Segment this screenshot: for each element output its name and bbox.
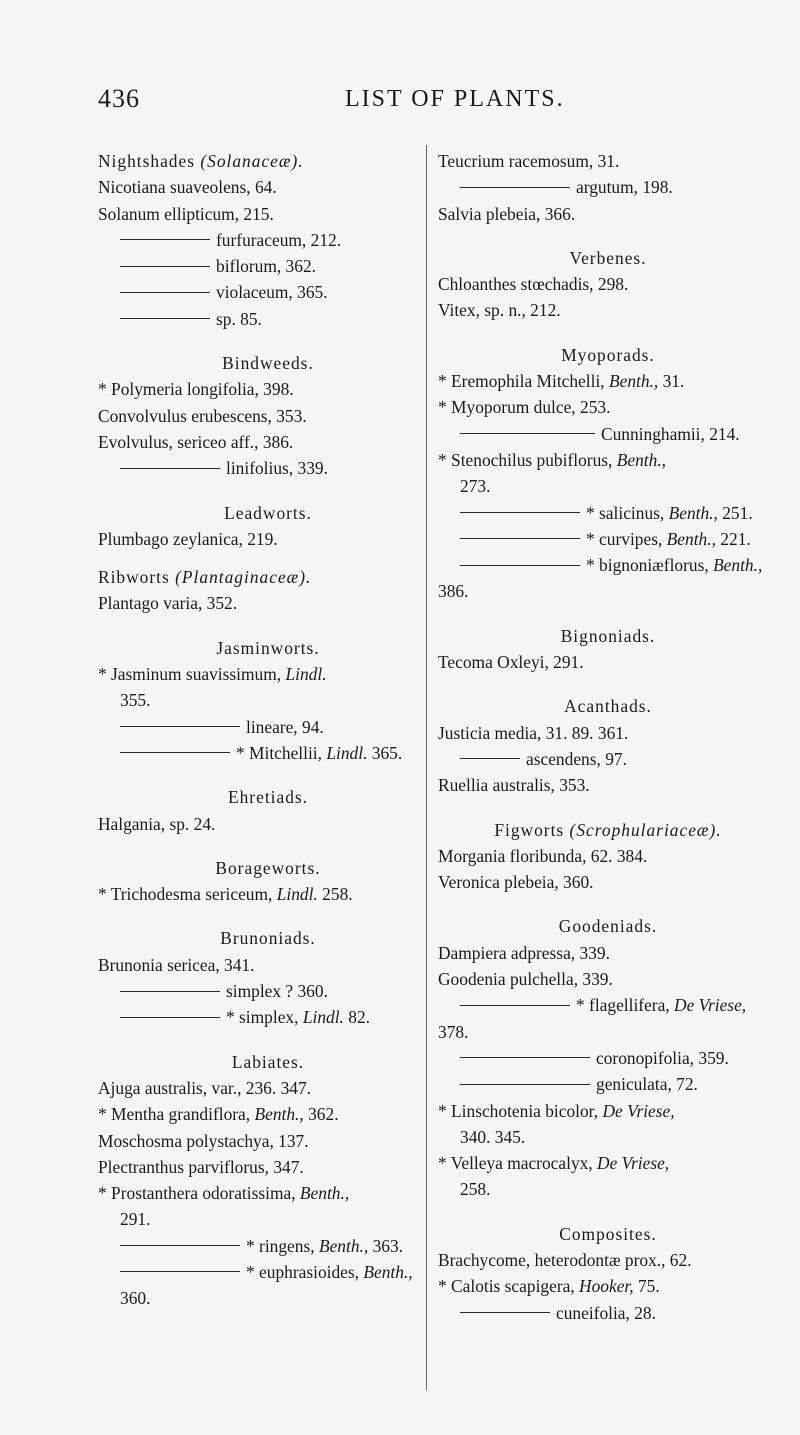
entry: furfuraceum, 212. bbox=[98, 227, 438, 253]
ditto-dash bbox=[120, 292, 210, 293]
ditto-dash bbox=[460, 512, 580, 513]
entry: simplex ? 360. bbox=[98, 978, 438, 1004]
section-heading-jasminworts: Jasminworts. bbox=[216, 637, 320, 658]
entry: * simplex, Lindl. 82. bbox=[98, 1004, 438, 1030]
entry: Goodenia pulchella, 339. bbox=[438, 969, 613, 990]
entry: Halgania, sp. 24. bbox=[98, 813, 216, 834]
section-heading-bignoniads: Bignoniads. bbox=[560, 625, 656, 646]
ditto-dash bbox=[120, 1245, 240, 1246]
entry: * Trichodesma sericeum, Lindl. 258. bbox=[98, 884, 353, 905]
section-heading-myoporads: Myoporads. bbox=[561, 344, 655, 365]
entry: Chloanthes stœchadis, 298. bbox=[438, 274, 629, 295]
entry: * Calotis scapigera, Hooker, 75. bbox=[438, 1276, 660, 1297]
running-title: LIST OF PLANTS. bbox=[345, 86, 565, 112]
right-column bbox=[438, 148, 778, 1326]
ditto-dash bbox=[120, 1271, 240, 1272]
section-heading-bindweeds: Bindweeds. bbox=[222, 353, 314, 374]
entry: Justicia media, 31. 89. 361. bbox=[438, 722, 629, 743]
ditto-dash bbox=[120, 991, 220, 992]
entry: * Myoporum dulce, 253. bbox=[438, 397, 611, 418]
ditto-dash bbox=[120, 266, 210, 267]
entry: sp. 85. bbox=[98, 306, 438, 332]
section-heading-goodeniads: Goodeniads. bbox=[558, 916, 658, 937]
entry: * euphrasioides, Benth., bbox=[98, 1259, 438, 1285]
entry: * Jasminum suavissimum, Lindl. bbox=[98, 664, 327, 685]
section-heading-leadworts: Leadworts. bbox=[224, 502, 312, 523]
entry: argutum, 198. bbox=[438, 174, 778, 200]
entry: * bignoniæflorus, Benth., bbox=[438, 552, 778, 578]
entry: ascendens, 97. bbox=[438, 746, 778, 772]
section-heading-brunoniads: Brunoniads. bbox=[220, 928, 316, 949]
entry: Cunninghamii, 214. bbox=[438, 421, 778, 447]
entry: * ringens, Benth., 363. bbox=[98, 1233, 438, 1259]
entry: Teucrium racemosum, 31. bbox=[438, 151, 620, 171]
section-heading-figworts: Figworts (Scrophulariaceæ). bbox=[494, 819, 722, 840]
entry: * Velleya macrocalyx, De Vriese, bbox=[438, 1153, 670, 1174]
entry: linifolius, 339. bbox=[98, 455, 438, 481]
entry: * Stenochilus pubiflorus, Benth., bbox=[438, 449, 667, 470]
entry: Plectranthus parviflorus, 347. bbox=[98, 1156, 304, 1177]
entry: Plumbago zeylanica, 219. bbox=[98, 528, 278, 549]
ditto-dash bbox=[460, 538, 580, 539]
ditto-dash bbox=[460, 1084, 590, 1085]
entry: * Linschotenia bicolor, De Vriese, bbox=[438, 1100, 675, 1121]
entry: * Mitchellii, Lindl. 365. bbox=[98, 740, 438, 766]
section-heading-nightshades: Nightshades (Solanaceæ). bbox=[98, 151, 304, 171]
page-header bbox=[0, 84, 800, 124]
entry: lineare, 94. bbox=[98, 714, 438, 740]
entry: * Mentha grandiflora, Benth., 362. bbox=[98, 1104, 339, 1125]
entry-continuation: 340. 345. bbox=[460, 1126, 526, 1147]
entry: Veronica plebeia, 360. bbox=[438, 872, 594, 893]
ditto-dash bbox=[460, 187, 570, 188]
section-heading-verbenes: Verbenes. bbox=[569, 247, 647, 268]
entry: * salicinus, Benth., 251. bbox=[438, 500, 778, 526]
entry: cuneifolia, 28. bbox=[438, 1300, 778, 1326]
entry: geniculata, 72. bbox=[438, 1071, 778, 1097]
entry-continuation: 291. bbox=[120, 1209, 151, 1230]
section-heading-ehretiads: Ehretiads. bbox=[227, 787, 309, 808]
section-heading-acanthads: Acanthads. bbox=[564, 696, 652, 717]
ditto-dash bbox=[460, 565, 580, 566]
entry: * Prostanthera odoratissima, Benth., bbox=[98, 1183, 350, 1204]
left-column bbox=[98, 148, 438, 1312]
entry: * Polymeria longifolia, 398. bbox=[98, 379, 294, 400]
entry: Brachycome, heterodontæ prox., 62. bbox=[438, 1249, 692, 1270]
entry-continuation: 355. bbox=[120, 690, 151, 711]
entry: Salvia plebeia, 366. bbox=[438, 203, 576, 224]
entry: Evolvulus, sericeo aff., 386. bbox=[98, 431, 294, 452]
entry: * flagellifera, De Vriese, bbox=[438, 992, 778, 1018]
entry-continuation: 378. bbox=[438, 1021, 469, 1042]
ditto-dash bbox=[120, 468, 220, 469]
entry: Tecoma Oxleyi, 291. bbox=[438, 652, 584, 673]
entry-continuation: 386. bbox=[438, 581, 469, 602]
entry: Plantago varia, 352. bbox=[98, 593, 238, 614]
entry: coronopifolia, 359. bbox=[438, 1045, 778, 1071]
entry-continuation: 360. bbox=[120, 1288, 151, 1309]
entry: Ruellia australis, 353. bbox=[438, 775, 590, 796]
entry: Ajuga australis, var., 236. 347. bbox=[98, 1077, 312, 1098]
entry: biflorum, 362. bbox=[98, 253, 438, 279]
section-heading-borageworts: Borageworts. bbox=[215, 857, 321, 878]
section-heading-labiates: Labiates. bbox=[231, 1051, 305, 1072]
section-heading-ribworts: Ribworts (Plantaginaceæ). bbox=[98, 567, 312, 588]
entry: Convolvulus erubescens, 353. bbox=[98, 405, 307, 426]
ditto-dash bbox=[460, 1005, 570, 1006]
entry: * Eremophila Mitchelli, Benth., 31. bbox=[438, 371, 685, 392]
ditto-dash bbox=[120, 1017, 220, 1018]
entry: Solanum ellipticum, 215. bbox=[98, 203, 274, 224]
entry: Brunonia sericea, 341. bbox=[98, 954, 255, 975]
entry: * curvipes, Benth., 221. bbox=[438, 526, 778, 552]
entry: Moschosma polystachya, 137. bbox=[98, 1130, 309, 1151]
entry: Morgania floribunda, 62. 384. bbox=[438, 845, 648, 866]
entry: Dampiera adpressa, 339. bbox=[438, 942, 610, 963]
page-number: 436 bbox=[98, 84, 140, 113]
section-heading-composites: Composites. bbox=[559, 1223, 657, 1244]
entry: violaceum, 365. bbox=[98, 279, 438, 305]
ditto-dash bbox=[460, 1057, 590, 1058]
entry-continuation: 258. bbox=[460, 1179, 491, 1200]
ditto-dash bbox=[120, 752, 230, 753]
ditto-dash bbox=[120, 239, 210, 240]
entry: Vitex, sp. n., 212. bbox=[438, 300, 561, 321]
ditto-dash bbox=[120, 726, 240, 727]
ditto-dash bbox=[460, 1312, 550, 1313]
entry-continuation: 273. bbox=[460, 476, 491, 497]
ditto-dash bbox=[460, 433, 595, 434]
entry: Nicotiana suaveolens, 64. bbox=[98, 177, 277, 198]
ditto-dash bbox=[120, 318, 210, 319]
ditto-dash bbox=[460, 758, 520, 759]
